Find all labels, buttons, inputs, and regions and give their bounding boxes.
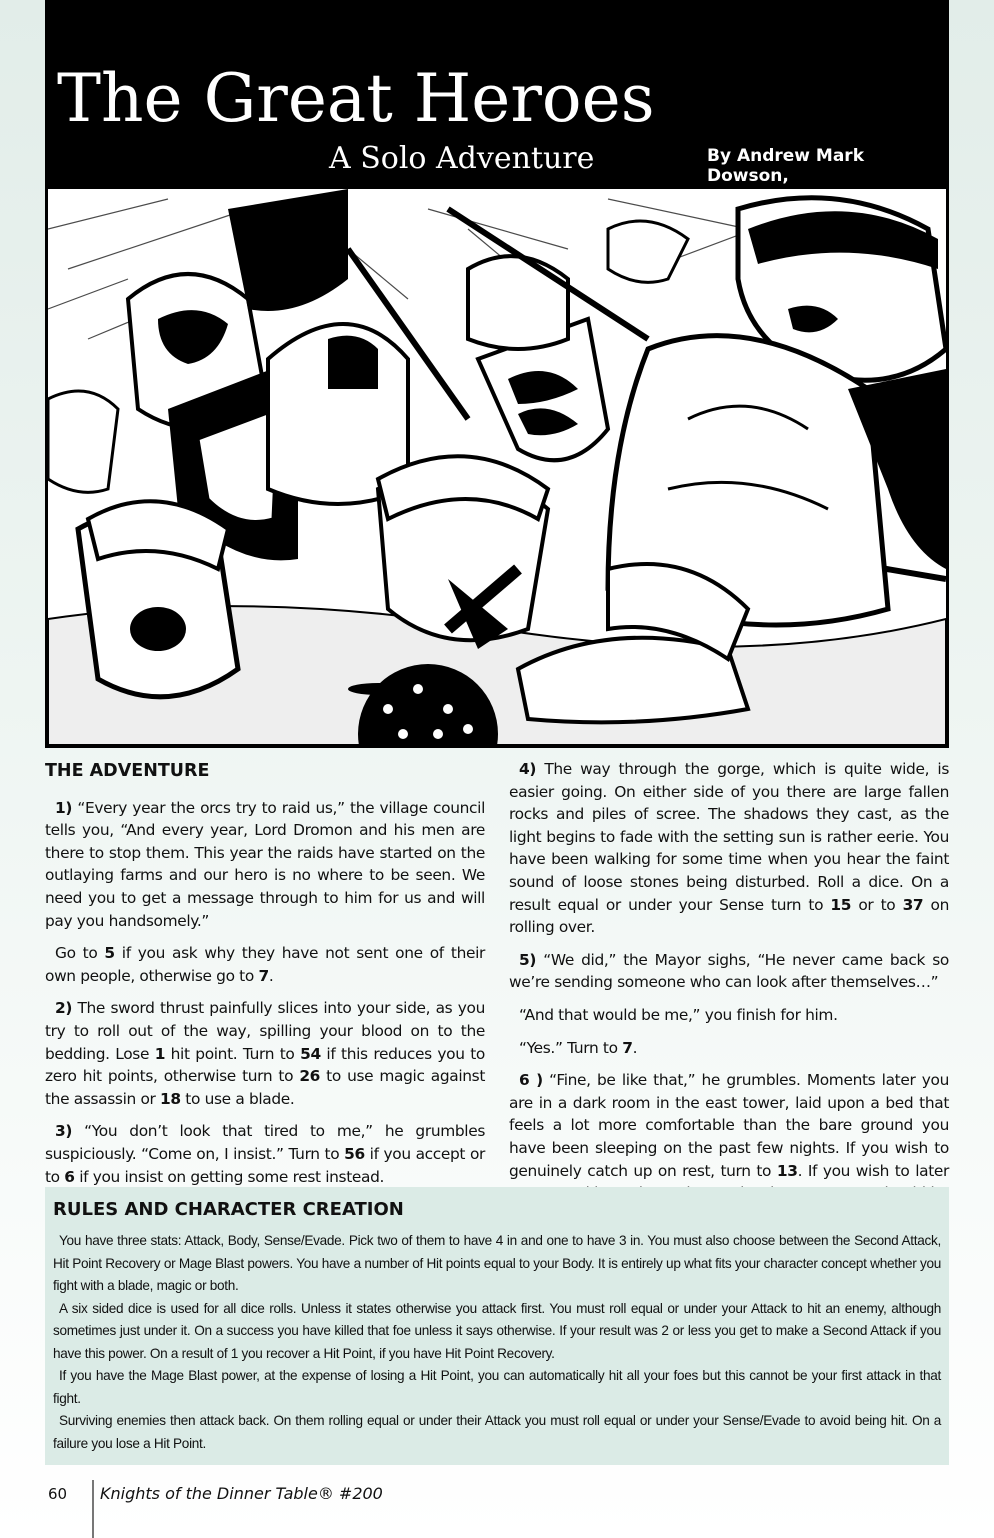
right-column (509, 758, 949, 1237)
rules-paragraph: Surviving enemies then attack back. On them rolling equal or under their Attack you must roll equal or under your Sense/Evade to avoid being hit. On a failure you lose a Hit Point. (53, 1413, 941, 1451)
rules-box (45, 1187, 949, 1465)
author-byline: By Andrew Mark Dowson, (707, 146, 865, 186)
entry-link: 18 (160, 1089, 181, 1108)
entry-text: if this reduces you to zero hit points, otherwise turn to (45, 1044, 485, 1086)
entry-number: 3) (55, 1122, 73, 1141)
page-subtitle: A Solo Adventure (329, 141, 595, 176)
entry-link: 54 (300, 1044, 321, 1063)
entry-text: on rolling over. (509, 895, 949, 937)
entry-link: 6 (64, 1167, 75, 1186)
footer-divider (92, 1480, 94, 1538)
entry-number: 5) (519, 950, 537, 969)
entry-link: 56 (344, 1144, 365, 1163)
entry-text: . If you wish to later (797, 1161, 950, 1180)
entry-2 (45, 997, 485, 1110)
entry-link: 37 (902, 895, 924, 914)
rules-paragraph: A six sided dice is used for all dice rolls. Unless it states otherwise you attack first. You must roll equal or under your Attack to hit an enemy, although sometimes just under it. On a success you have killed that foe unless it says otherwise. If your result was 2 or less you get to make a Second Attack if you have this power. On a result of 1 you recover a Hit Point, if you have Hit Point Recovery. (53, 1300, 941, 1361)
entry-link: 7 (622, 1038, 633, 1057)
entry-text: if you ask why they have not sent one of their own people, otherwise go to (45, 944, 485, 985)
entry-5 (509, 949, 949, 994)
entry-text: The way through the gorge, which is quite wide, is easier going. On either side of you there are large fallen rocks and piles of scree. The shadows they cast, as the light begins to fade with the setting sun is rather eerie. You have been walking for some time when you hear the faint sound of loose stones being disturbed. Roll a dice. On a result equal or under your Sense turn to (509, 760, 949, 914)
entry-5-dialogue: “And that would be me,” you finish for him. (519, 1005, 838, 1024)
battle-scene-drawing (48, 189, 946, 745)
entry-link: 13 (776, 1161, 798, 1180)
entry-text: or to (851, 895, 903, 914)
entry-link: 26 (299, 1067, 321, 1086)
entry-number: 2) (55, 999, 73, 1018)
entry-text: to use magic against the assassin or (45, 1067, 486, 1108)
left-column (45, 758, 485, 1198)
entry-link: 1 (154, 1044, 166, 1063)
entry-4 (509, 758, 949, 939)
entry-link: 5 (104, 944, 115, 963)
title-banner (45, 0, 949, 186)
publication-title: Knights of the Dinner Table® #200 (100, 1484, 383, 1503)
entry-text: if you insist on getting some rest instead. (74, 1167, 385, 1186)
section-heading-rules: RULES AND CHARACTER CREATION (53, 1199, 404, 1220)
entry-5-choice (509, 1037, 949, 1060)
entry-text: “You don’t look that tired to me,” he grumbles suspiciously. “Come on, I insist.” Turn to (45, 1122, 485, 1163)
entry-number: 6 ) (519, 1071, 543, 1090)
entry-text: to use a blade. (180, 1089, 295, 1108)
page-title: The Great Heroes (57, 60, 655, 137)
entry-text: “Fine, be like that,” he grumbles. Moments later you are in a dark room in the east tower, laid upon a bed that feels a lot more comfortable than the bare ground you have been sleeping on the past few nights. If you wish to genuinely catch up on rest, turn to (509, 1071, 949, 1180)
battle-scene-illustration (45, 186, 949, 748)
entry-text: The sword thrust painfully slices into your side, as you try to roll out of the way, spilling your blood on to the bedding. Lose (45, 999, 485, 1063)
entry-3 (45, 1120, 485, 1188)
entry-number: 4) (519, 760, 537, 778)
entry-text: if you accept or to (45, 1144, 486, 1186)
rules-paragraph: You have three stats: Attack, Body, Sense/Evade. Pick two of them to have 4 in and one to have 3 in. You must also choose between the Second Attack, Hit Point Recovery or Mage Blast powers. You have a number of Hit points equal to your Body. It is entirely up what fits your character concept whether you fight with a blade, magic or both. (53, 1233, 941, 1293)
entry-text: “We did,” the Mayor sighs, “He never came back so we’re sending someone who can look after themselves…” (509, 950, 949, 992)
entry-link: 15 (830, 895, 852, 914)
entry-link: 7 (258, 966, 269, 985)
entry-text: “Yes.” Turn to (519, 1038, 623, 1057)
section-heading-adventure: THE ADVENTURE (45, 761, 210, 781)
entry-text: Go to (55, 944, 105, 963)
page-number: 60 (48, 1485, 68, 1503)
entry-text: . (268, 966, 274, 985)
entry-1-choice (45, 942, 485, 987)
entry-text: “Every year the orcs try to raid us,” the village council tells you, “And every year, Lord Dromon and his men are there to stop them. This year the raids have started on the outlaying farms and our hero is no where to be seen. We need you to get a message through to him for us and will pay you handsomely.” (45, 798, 485, 930)
entry-1 (45, 797, 485, 933)
entry-text: . (632, 1038, 638, 1057)
entry-text: hit point. Turn to (165, 1044, 301, 1063)
rules-paragraph: If you have the Mage Blast power, at the expense of losing a Hit Point, you can automatically hit all your foes but this cannot be your first attack in that fight. (53, 1368, 941, 1406)
entry-number: 1) (55, 798, 73, 817)
